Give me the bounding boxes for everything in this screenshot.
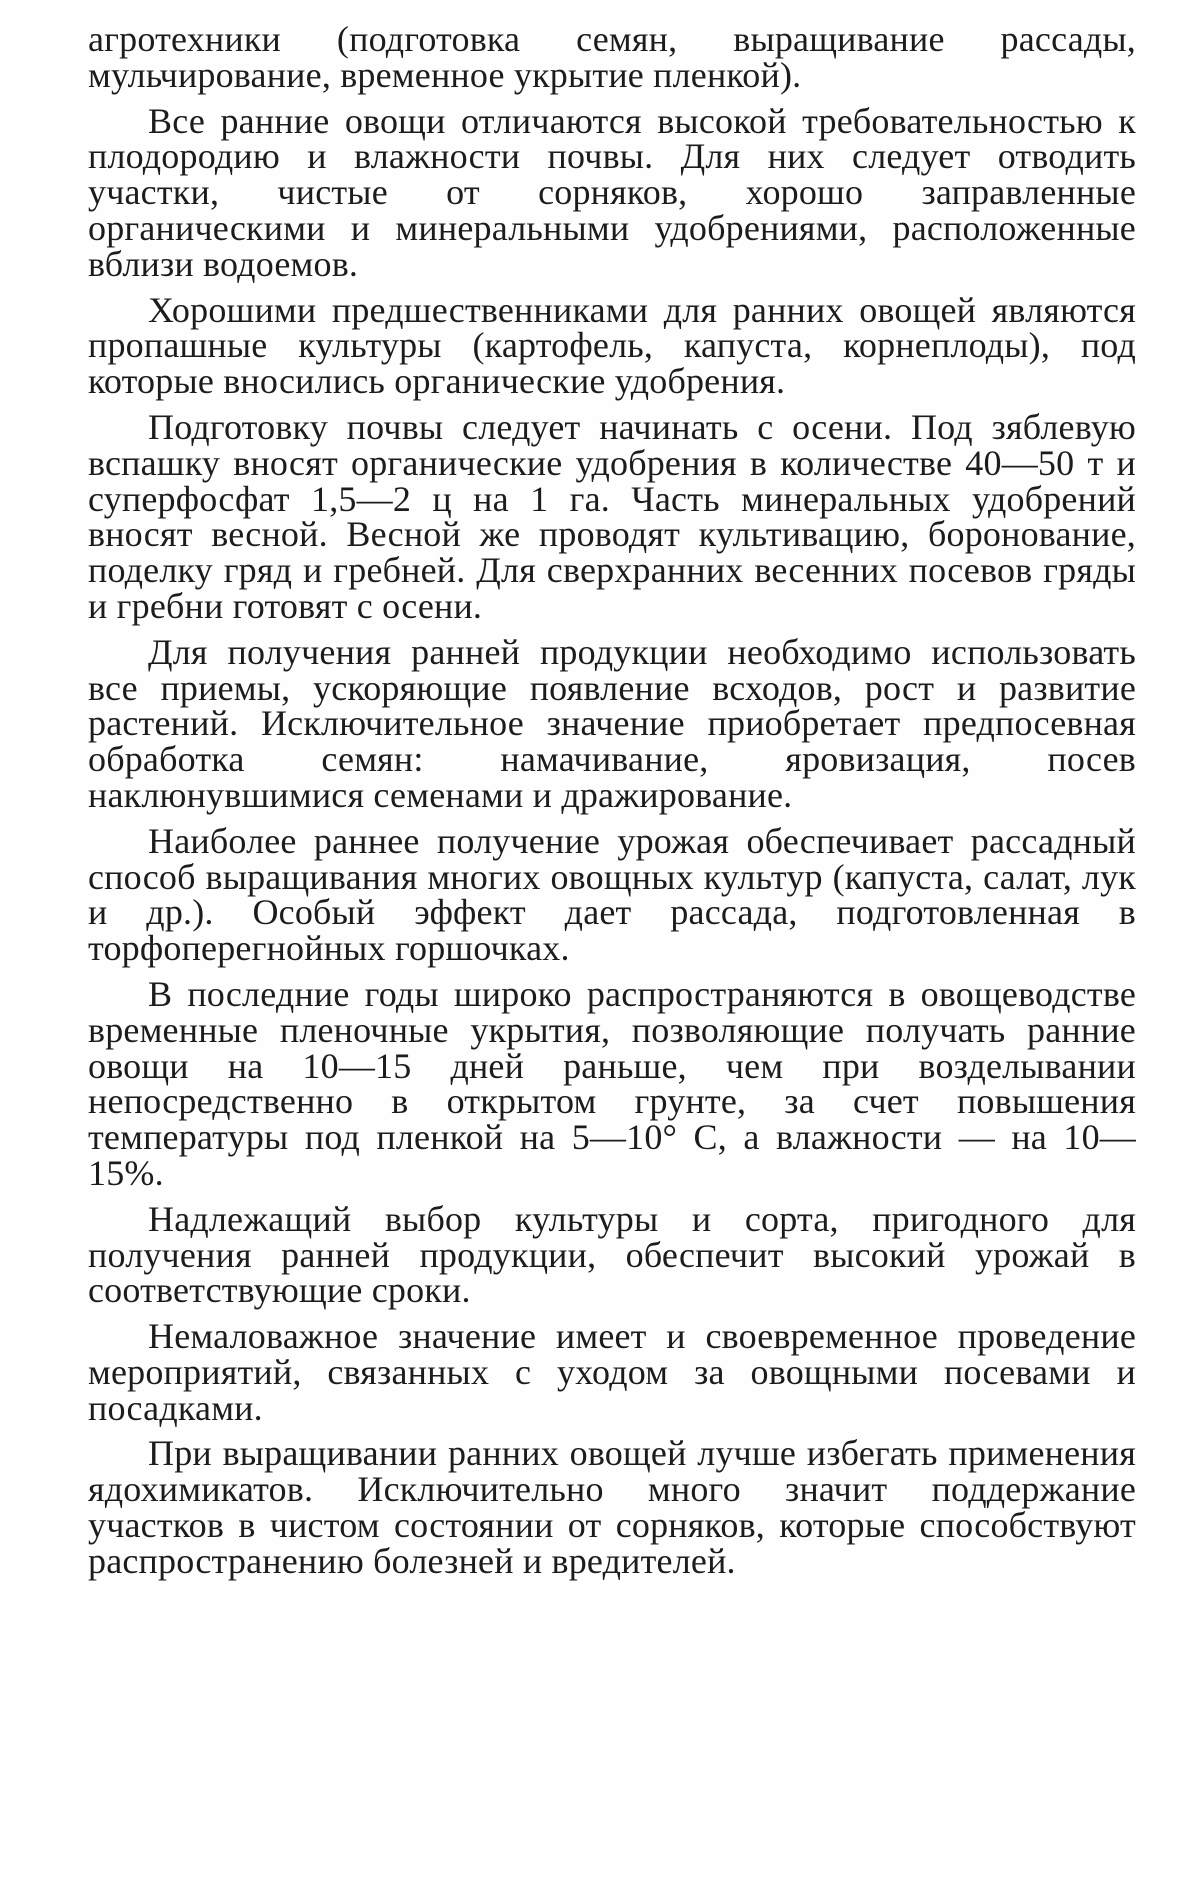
paragraph-10: При выращивании ранних овощей лучше избегать применения ядохимикатов. Исключительно много значит поддержание участков в чистом состоянии от сорняков, которые способствуют распространению болезней и вредителей. <box>88 1433 1136 1581</box>
paragraph-7: В последние годы широко распространяются в овощеводстве временные пленочные укрытия, позволяющие получать ранние овощи на 10—15 дней раньше, чем при возделывании непосредственно в открытом грунте, за счет повышения температуры под пленкой на 5—10° С, а влажности — на 10—15%. <box>88 973 1136 1193</box>
paragraph-1: агротехники (подготовка семян, выращивание рассады, мульчирование, временное укрытие пленкой). <box>88 19 1136 95</box>
paragraph-5: Для получения ранней продукции необходимо использовать все приемы, ускоряющие появление всходов, рост и развитие растений. Исключительное значение приобретает предпосевная обработка семян: намачивание, яровизация, посев наклюнувшимися семенами и дражирование. <box>88 631 1136 815</box>
paragraph-4: Подготовку почвы следует начинать с осени. Под зяблевую вспашку вносят органические удобрения в количестве 40—50 т и суперфосфат 1,5—2 ц на 1 га. Часть минеральных удобрений вносят весной. Весной же проводят культивацию, боронование, поделку гряд и гребней. Для сверхранних весенних посевов гряды и гребни готовят с осени. <box>88 406 1136 626</box>
paragraph-2: Все ранние овощи отличаются высокой требовательностью к плодородию и влажности почвы. Для них следует отводить участки, чистые от сорняков, хорошо заправленные органическими и минеральными удобрениями, расположенные вблизи водоемов. <box>88 100 1136 284</box>
text-column <box>88 19 1136 1581</box>
paragraph-3: Хорошими предшественниками для ранних овощей являются пропашные культуры (картофель, капуста, корнеплоды), под которые вносились органические удобрения. <box>88 289 1136 402</box>
paragraph-9: Немаловажное значение имеет и своевременное проведение мероприятий, связанных с уходом за овощными посевами и посадками. <box>88 1316 1136 1428</box>
paragraph-8: Надлежащий выбор культуры и сорта, пригодного для получения ранней продукции, обеспечит высокий урожай в соответствующие сроки. <box>88 1198 1136 1311</box>
paragraph-6: Наиболее раннее получение урожая обеспечивает рассадный способ выращивания многих овощных культур (капуста, салат, лук и др.). Особый эффект дает рассада, подготовленная в торфоперегнойных горшочках. <box>88 820 1136 969</box>
